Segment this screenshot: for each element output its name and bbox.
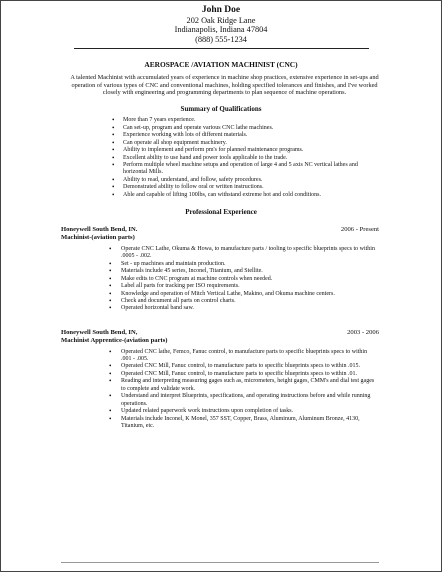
qualification-item: • Experience working with lots of different materials.: [1, 132, 441, 139]
resume-header: [1, 6, 441, 44]
qualification-item: • Ability to implement and perform pm's for planned maintenance programs.: [1, 147, 441, 154]
qualification-item: • Excellent ability to use hand and power tools applicable to the trade.: [1, 155, 441, 162]
qualification-item: • Ability to read, understand, and follow, safety procedures.: [1, 177, 441, 184]
qualification-item: • More than 7 years experience.: [1, 117, 441, 124]
job-duty-item: • Set - up machines and maintain production.: [1, 261, 441, 268]
address-line-2: Indianapolis, Indiana 47804: [174, 25, 268, 35]
qualification-item: • Able and capable of lifting 100lbs, can withstand extreme hot and cold conditions.: [1, 192, 441, 199]
job-duty-item: • Materials include 45 series, Inconel, Titanium, and Stellite.: [1, 268, 441, 275]
qualification-item: • Can set-up, program and operate various CNC lathe machines.: [1, 125, 441, 132]
qualification-item: • Demonstrated ability to follow oral or written instructions.: [1, 184, 441, 191]
job-duty-item: • Operated horizontal band saw.: [1, 305, 441, 312]
job-dates: 2003 - 2006: [347, 328, 379, 336]
job-duty-item: • Operated CNC lathe, Femco, Fanuc control, to manufacture parts to specific blueprints specs to within .001 - .005.: [1, 349, 441, 364]
qualification-item: • Perform multiple wheel machine setups and operation of large 4 and 5 axis NC vertical lathes and horizontal Mills.: [1, 162, 441, 177]
job-company: Honeywell South Bend, IN.: [61, 226, 138, 234]
job-duties-list: [1, 349, 441, 431]
job-duties-list: [1, 246, 441, 313]
experience-heading: Professional Experience: [185, 208, 257, 217]
job-duty-item: • Label all parts for tracking per ISO requirements.: [1, 283, 441, 290]
header-divider: [74, 48, 369, 49]
job-entry: [61, 329, 379, 345]
job-duty-item: • Updated related paperwork work instructions upon completion of tasks.: [1, 408, 441, 415]
job-duty-item: • Operated CNC Mill, Fanuc control, to manufacture parts to specific blueprints specs to within .015.: [1, 363, 441, 370]
candidate-name: John Doe: [201, 5, 241, 15]
qualification-item: • Can operate all shop equipment machinery.: [1, 140, 441, 147]
job-duty-item: • Check and document all parts on control charts.: [1, 298, 441, 305]
job-duty-item: • Reading and interpreting measuring gages such as, micrometers, height gages, CMM's and dial test gages to complete and validate work.: [1, 378, 441, 393]
job-role: Machinist Apprentice-(aviation parts): [61, 336, 168, 344]
phone-number: (888) 555-1234: [195, 34, 247, 44]
job-duty-item: • Operated CNC Mill, Fanuc control, to manufacture parts to specific blueprints specs to within .01.: [1, 371, 441, 378]
job-role: Machinist-(aviation parts): [61, 234, 135, 242]
objective-paragraph: A talented Machinist with accumulated years of experience in machine shop practices, extensive experience in set-ups and operation of various types of CNC and conventional machines, holding specified tolerances and finishes, and I've worked closely with engineering and programming departments to plan sequence of machine operations.: [70, 74, 379, 96]
qualifications-heading: Summary of Qualifications: [180, 105, 262, 114]
job-duty-item: • Operate CNC Lathe, Okuma & Howa, to manufacture parts / tooling to specific blueprints specs to within .0005 - .002.: [1, 246, 441, 261]
job-duty-item: • Materials include Inconel, K Monel, 357 SST, Copper, Brass, Aluminum, Aluminum Bronze, 4130, Titanium, etc.: [1, 416, 441, 431]
job-duty-item: • Knowledge and operation of Mitch Vertical Lathe, Makino, and Okuma machine centers.: [1, 291, 441, 298]
job-dates: 2006 - Present: [340, 226, 379, 234]
job-duty-item: • Make edits to CNC program at machine controls when needed.: [1, 276, 441, 283]
job-company: Honeywell South Bend, IN,: [61, 328, 138, 336]
address-line-1: 202 Oak Ridge Lane: [186, 15, 256, 25]
job-title: AEROSPACE /AVIATION MACHINIST (CNC): [144, 60, 298, 70]
job-entry: [61, 226, 379, 242]
qualifications-list: [1, 117, 441, 199]
job-duty-item: • Understand and interpret Blueprints, specifications, and operating instructions before and while running operations.: [1, 393, 441, 408]
footer-divider: [61, 562, 379, 563]
